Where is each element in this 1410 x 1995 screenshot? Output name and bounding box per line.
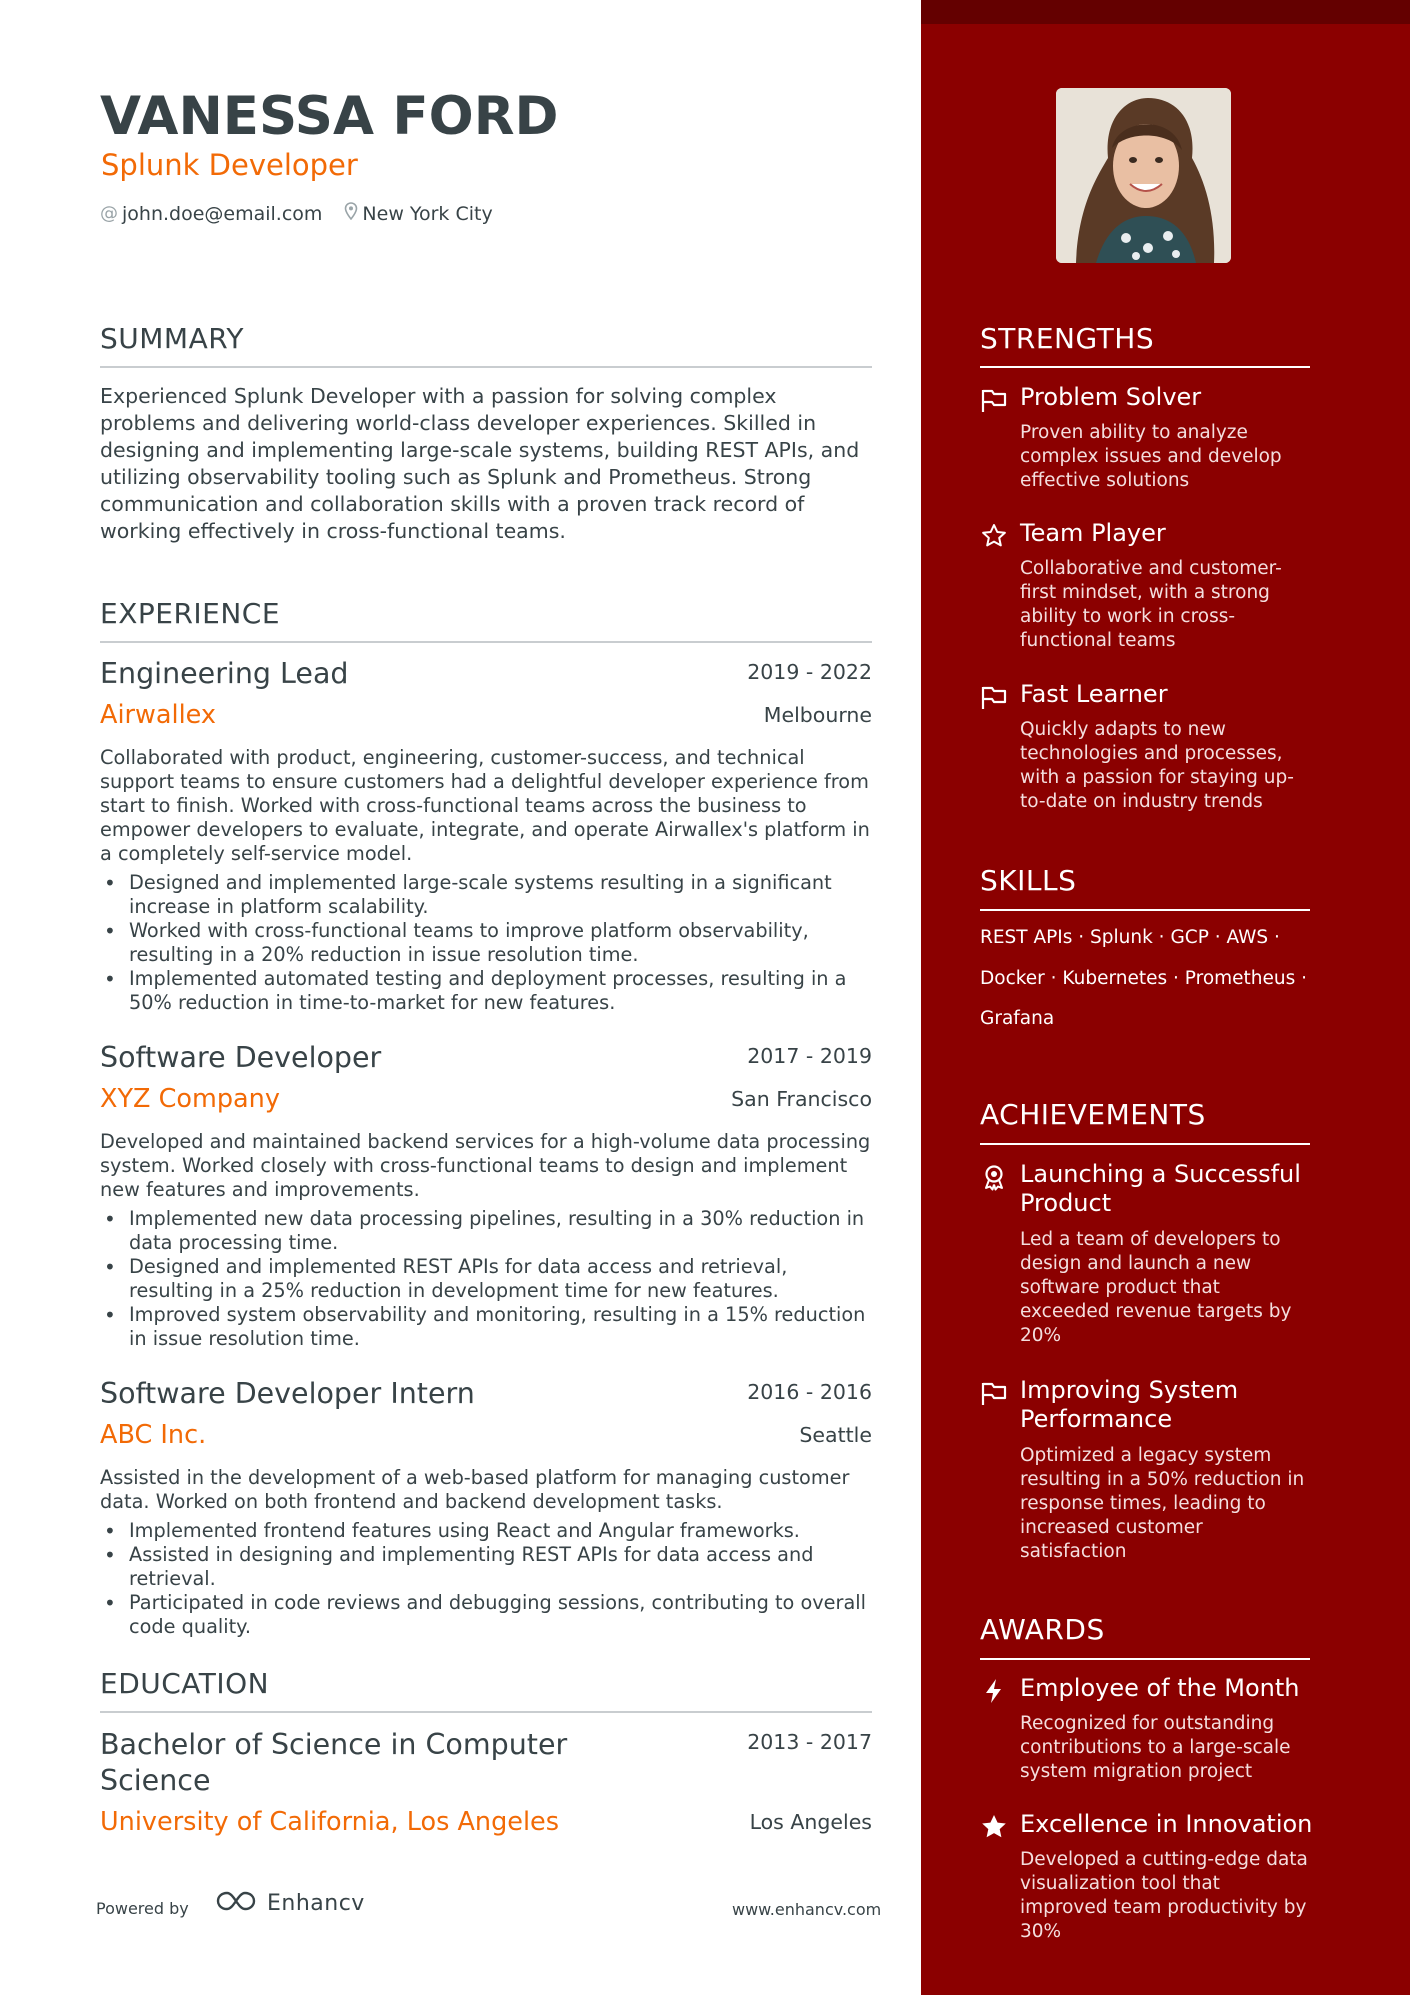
strength-description: Proven ability to analyze complex issues and develop effective solutions	[1020, 422, 1282, 491]
job-title: Engineering Lead	[100, 657, 349, 690]
enhancv-brand: Enhancv	[267, 1890, 365, 1916]
bullet-item: • Participated in code reviews and debugging sessions, contributing to overall code quality.	[100, 1591, 872, 1639]
school-name: University of California, Los Angeles	[100, 1807, 560, 1837]
summary-text: Experienced Splunk Developer with a passion for solving complex problems and delivering world-class developer experiences. Skilled in designing and implementing large-scale systems, building REST APIs, and utilizing observability tooling such as Splunk and Prometheus. Strong communication and collaboration skills with a proven track record of working effectively in cross-functional teams.	[100, 384, 860, 543]
skills-list: REST APIs · Splunk · GCP · AWS · Docker · Kubernetes · Prometheus · Grafana	[980, 927, 1308, 1029]
job-bullets	[100, 871, 872, 1015]
sidebar-top-band	[921, 0, 1410, 24]
sidebar-column	[921, 0, 1410, 1995]
bullet-item: • Designed and implemented large-scale systems resulting in a significant increase in platform scalability.	[100, 871, 872, 919]
experience-divider	[100, 641, 872, 643]
achievement-title: Improving System Performance	[1020, 1376, 1239, 1433]
strength-description: Quickly adapts to new technologies and processes, with a passion for staying up-to-date on industry trends	[1020, 719, 1294, 812]
award-title: Excellence in Innovation	[1020, 1810, 1313, 1838]
education-dates: 2013 - 2017	[747, 1730, 872, 1754]
achievements-heading: ACHIEVEMENTS	[980, 1098, 1206, 1131]
job-bullets	[100, 1207, 872, 1351]
contact-line	[100, 202, 493, 225]
bullet-item: • Implemented new data processing pipelines, resulting in a 30% reduction in data processing time.	[100, 1207, 872, 1255]
at-icon: @	[100, 203, 118, 224]
skills-divider	[980, 909, 1310, 911]
summary-divider	[100, 366, 872, 368]
infinity-logo-icon	[215, 1890, 261, 1916]
flag-icon	[980, 683, 1008, 711]
job-dates: 2019 - 2022	[747, 660, 872, 684]
bullet-item: • Designed and implemented REST APIs for data access and retrieval, resulting in a 25% reduction in development time for new features.	[100, 1255, 872, 1303]
flag-icon	[980, 386, 1008, 414]
candidate-name: VANESSA FORD	[100, 86, 559, 147]
powered-by-text: Powered by	[96, 1899, 189, 1918]
job-location: San Francisco	[731, 1087, 872, 1111]
flag-icon	[980, 1379, 1008, 1407]
star-outline-icon	[980, 522, 1008, 550]
strength-description: Collaborative and customer-first mindset, with a strong ability to work in cross-functional teams	[1020, 558, 1282, 651]
job-company: ABC Inc.	[100, 1420, 207, 1450]
bullet-item: • Implemented automated testing and deployment processes, resulting in a 50% reduction in time-to-market for new features.	[100, 967, 872, 1015]
award-description: Recognized for outstanding contributions to a large-scale system migration project	[1020, 1713, 1291, 1782]
candidate-role: Splunk Developer	[101, 148, 358, 182]
bullet-item: • Assisted in designing and implementing REST APIs for data access and retrieval.	[100, 1543, 872, 1591]
lightning-icon	[980, 1677, 1008, 1705]
strengths-heading: STRENGTHS	[980, 322, 1155, 355]
bullet-item: • Implemented frontend features using React and Angular frameworks.	[100, 1519, 872, 1543]
location-text: New York City	[362, 202, 493, 225]
star-filled-icon	[980, 1813, 1008, 1841]
job-company: XYZ Company	[100, 1084, 280, 1114]
job-description: Developed and maintained backend services for a high-volume data processing system. Worked closely with cross-functional teams to design and implement new features and improvements.	[100, 1130, 871, 1201]
job-description: Assisted in the development of a web-based platform for managing customer data. Worked on both frontend and backend development tasks.	[100, 1466, 850, 1513]
skills-heading: SKILLS	[980, 864, 1077, 897]
enhancv-url[interactable]: www.enhancv.com	[732, 1900, 882, 1919]
medal-icon	[980, 1163, 1008, 1191]
degree-title: Bachelor of Science in Computer Science	[100, 1728, 568, 1797]
achievement-description: Optimized a legacy system resulting in a 50% reduction in response times, leading to increased customer satisfaction	[1020, 1445, 1305, 1562]
strength-title: Team Player	[1020, 519, 1166, 547]
strengths-divider	[980, 366, 1310, 368]
awards-heading: AWARDS	[980, 1613, 1105, 1646]
award-description: Developed a cutting-edge data visualization tool that improved team productivity by 30%	[1020, 1849, 1308, 1942]
job-location: Melbourne	[763, 703, 872, 727]
bullet-item: • Worked with cross-functional teams to improve platform observability, resulting in a 20% reduction in issue resolution time.	[100, 919, 872, 967]
education-divider	[100, 1711, 872, 1713]
achievement-title: Launching a Successful Product	[1020, 1160, 1301, 1217]
experience-heading: EXPERIENCE	[100, 597, 281, 630]
job-title: Software Developer Intern	[100, 1377, 475, 1410]
email-text[interactable]: john.doe@email.com	[122, 202, 323, 225]
job-dates: 2017 - 2019	[747, 1044, 872, 1068]
achievement-description: Led a team of developers to design and launch a new software product that exceeded revenue targets by 20%	[1020, 1229, 1292, 1346]
enhancv-logo[interactable]	[215, 1890, 365, 1916]
job-title: Software Developer	[100, 1041, 382, 1074]
school-location: Los Angeles	[749, 1810, 872, 1834]
job-location: Seattle	[799, 1423, 872, 1447]
job-dates: 2016 - 2016	[747, 1380, 872, 1404]
pin-icon	[344, 202, 358, 225]
bullet-item: • Improved system observability and monitoring, resulting in a 15% reduction in issue resolution time.	[100, 1303, 872, 1351]
job-description: Collaborated with product, engineering, customer-success, and technical support teams to ensure customers had a delightful developer experience from start to finish. Worked with cross-functional teams across the business to empower developers to evaluate, integrate, and operate Airwallex's platform in a completely self-service model.	[100, 746, 870, 865]
summary-heading: SUMMARY	[100, 322, 245, 355]
education-heading: EDUCATION	[100, 1667, 270, 1700]
achievements-divider	[980, 1143, 1310, 1145]
job-bullets	[100, 1519, 872, 1639]
strength-title: Problem Solver	[1020, 383, 1202, 411]
job-company: Airwallex	[100, 700, 216, 730]
strength-title: Fast Learner	[1020, 680, 1168, 708]
awards-divider	[980, 1658, 1310, 1660]
profile-photo	[1056, 88, 1231, 263]
award-title: Employee of the Month	[1020, 1674, 1300, 1702]
